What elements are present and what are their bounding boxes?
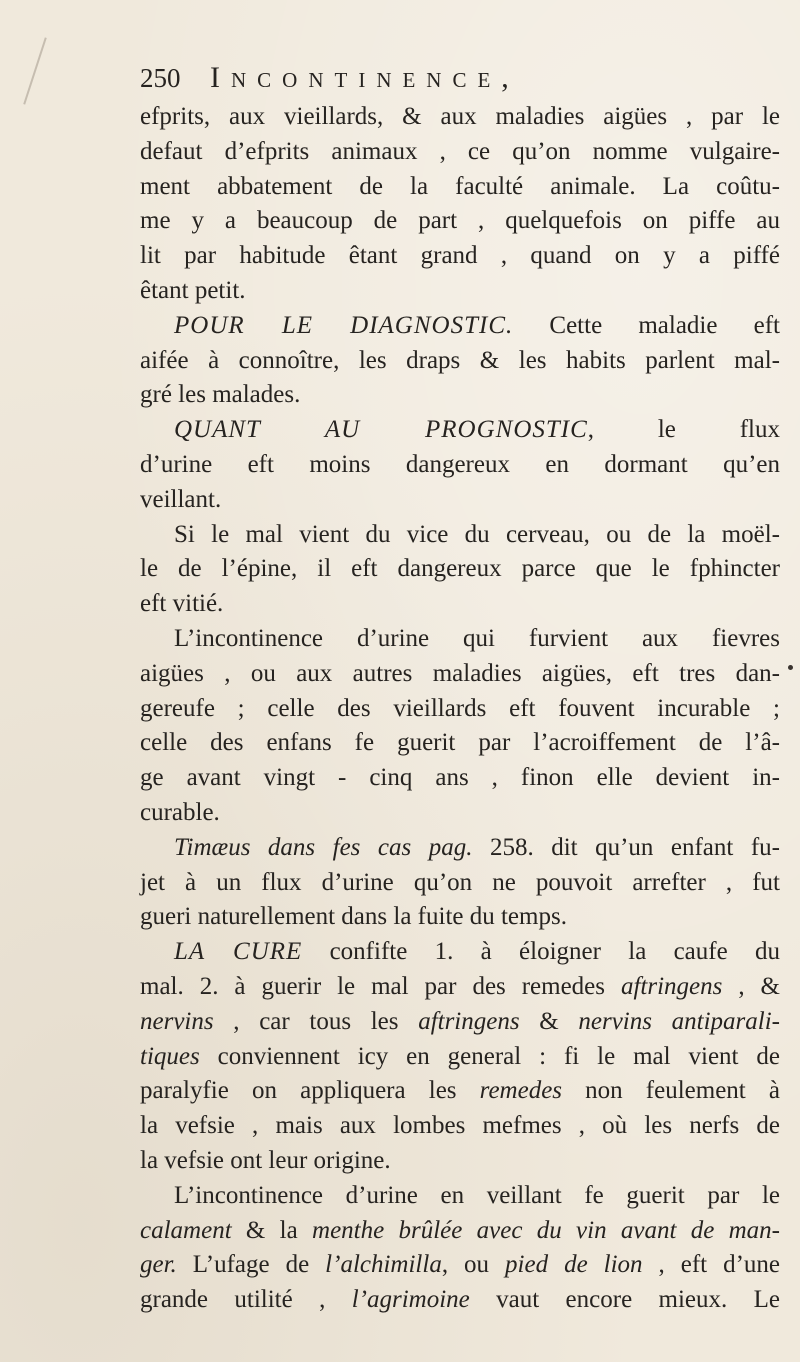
text-block bbox=[140, 56, 780, 1318]
text-run: celle des enfans fe guerit par l’acroiffement de l’â- bbox=[140, 729, 780, 757]
text-run: gueri naturellement dans la fuite du temps. bbox=[140, 903, 567, 931]
text-line bbox=[140, 1074, 780, 1109]
text-line bbox=[140, 378, 780, 413]
emphasized-text: aftringens bbox=[418, 1007, 520, 1035]
text-line bbox=[140, 831, 780, 866]
text-run: Si le mal vient du vice du cerveau, ou de la moël- bbox=[174, 520, 780, 548]
emphasized-text: ger. bbox=[140, 1251, 177, 1279]
text-line bbox=[140, 692, 780, 727]
text-line bbox=[140, 1179, 780, 1214]
text-run: lit par habitude êtant grand , quand on y a piffé bbox=[140, 242, 780, 270]
emphasized-text: Timæus dans fes cas pag. bbox=[174, 833, 473, 861]
text-run: Cette maladie eft bbox=[513, 311, 780, 339]
emphasized-text: l’agrimoine bbox=[351, 1286, 470, 1314]
emphasized-text: menthe brûlée avec du vin avant de man- bbox=[312, 1216, 780, 1244]
emphasized-text: nervins antiparali- bbox=[578, 1007, 780, 1035]
text-line bbox=[140, 1005, 780, 1040]
text-run: efprits, aux vieillards, & aux maladies aigües , par le bbox=[140, 103, 780, 130]
text-run: d’urine eft moins dangereux en dormant qu’en bbox=[140, 450, 780, 478]
text-run: curable. bbox=[140, 798, 220, 826]
emphasized-text: POUR LE DIAGNOSTIC. bbox=[174, 311, 514, 339]
page-header bbox=[140, 56, 780, 100]
paper-mark bbox=[23, 37, 47, 104]
text-run: & bbox=[519, 1007, 579, 1035]
text-run: gré les malades. bbox=[140, 381, 301, 409]
emphasized-text: QUANT AU PROGNOSTIC bbox=[174, 416, 588, 444]
running-title: Incontinence, bbox=[210, 61, 520, 94]
text-run: L’ufage de bbox=[176, 1251, 326, 1279]
text-line bbox=[140, 935, 780, 970]
text-line bbox=[140, 552, 780, 587]
text-run: gereufe ; celle des vieillards eft fouvent incurable ; bbox=[140, 694, 780, 722]
text-line bbox=[140, 726, 780, 761]
text-run: ment abbatement de la faculté animale. La coûtu- bbox=[140, 172, 780, 200]
page-number: 250 bbox=[140, 63, 181, 93]
text-run: defaut d’efprits animaux , ce qu’on nomme vulgaire- bbox=[140, 137, 780, 165]
emphasized-text: remedes bbox=[479, 1077, 563, 1105]
text-line bbox=[140, 344, 780, 379]
text-line bbox=[140, 239, 780, 274]
text-run: L’incontinence d’urine qui furvient aux fievres bbox=[174, 624, 780, 652]
text-run: me y a beaucoup de part , quelquefois on piffe au bbox=[140, 207, 780, 235]
text-line bbox=[140, 866, 780, 901]
text-run: L’incontinence d’urine en veillant fe guerit par le bbox=[174, 1181, 780, 1209]
text-line bbox=[140, 1214, 780, 1249]
text-run: , & bbox=[722, 972, 781, 1000]
margin-mark bbox=[788, 665, 793, 670]
text-run: mal. 2. à guerir le mal par des remedes bbox=[140, 972, 621, 1000]
text-line bbox=[140, 1144, 780, 1179]
emphasized-text: nervins bbox=[140, 1007, 214, 1035]
text-run: & la bbox=[231, 1216, 313, 1244]
emphasized-text: LA CURE bbox=[174, 938, 303, 966]
text-run: jet à un flux d’urine qu’on ne pouvoit arrefter , fut bbox=[140, 868, 780, 896]
body-text bbox=[140, 100, 780, 1318]
text-line bbox=[140, 309, 780, 344]
text-run: êtant petit. bbox=[140, 276, 246, 304]
text-line bbox=[140, 1283, 780, 1318]
text-run: ge avant vingt - cinq ans , finon elle devient in- bbox=[140, 764, 780, 792]
text-run: le de l’épine, il eft dangereux parce que le fphincter bbox=[140, 555, 780, 583]
text-run: conviennent icy en general : fi le mal vient de bbox=[199, 1042, 780, 1070]
text-line bbox=[140, 622, 780, 657]
text-line bbox=[140, 204, 780, 239]
emphasized-text: l’alchimilla bbox=[325, 1251, 442, 1279]
text-run: aifée à connoître, les draps & les habits parlent mal- bbox=[140, 346, 780, 374]
text-run: paralyfie on appliquera les bbox=[140, 1077, 480, 1105]
text-run: , eft d’une bbox=[642, 1251, 781, 1279]
text-run: eft vitié. bbox=[140, 590, 224, 618]
text-line bbox=[140, 100, 780, 135]
text-line bbox=[140, 1109, 780, 1144]
text-line bbox=[140, 170, 780, 205]
emphasized-text: tiques bbox=[140, 1042, 200, 1070]
text-run: aigües , ou aux autres maladies aigües, eft tres dan- bbox=[140, 659, 780, 687]
text-line bbox=[140, 518, 780, 553]
text-line bbox=[140, 448, 780, 483]
text-run: , car tous les bbox=[213, 1007, 419, 1035]
text-line bbox=[140, 413, 780, 448]
text-run: , le flux bbox=[587, 416, 780, 444]
text-line bbox=[140, 1248, 780, 1283]
text-line bbox=[140, 274, 780, 309]
text-line bbox=[140, 796, 780, 831]
emphasized-text: pied de lion bbox=[505, 1251, 643, 1279]
text-run: , ou bbox=[441, 1251, 506, 1279]
text-line bbox=[140, 1040, 780, 1075]
emphasized-text: calament bbox=[140, 1216, 232, 1244]
text-line bbox=[140, 135, 780, 170]
text-line bbox=[140, 970, 780, 1005]
text-run: grande utilité , bbox=[140, 1286, 352, 1314]
text-line bbox=[140, 483, 780, 518]
text-run: veillant. bbox=[140, 485, 222, 513]
text-run: la vefsie ont leur origine. bbox=[140, 1146, 391, 1174]
text-line bbox=[140, 900, 780, 935]
text-run: vaut encore mieux. Le bbox=[469, 1286, 781, 1314]
text-line bbox=[140, 587, 780, 622]
text-run: 258. dit qu’un enfant fu- bbox=[472, 833, 780, 861]
emphasized-text: aftringens bbox=[620, 972, 723, 1000]
text-run: confifte 1. à éloigner la caufe du bbox=[302, 938, 780, 966]
text-run: la vefsie , mais aux lombes mefmes , où les nerfs de bbox=[140, 1112, 780, 1140]
text-run: non feulement à bbox=[562, 1077, 780, 1105]
text-line bbox=[140, 657, 780, 692]
text-line bbox=[140, 761, 780, 796]
